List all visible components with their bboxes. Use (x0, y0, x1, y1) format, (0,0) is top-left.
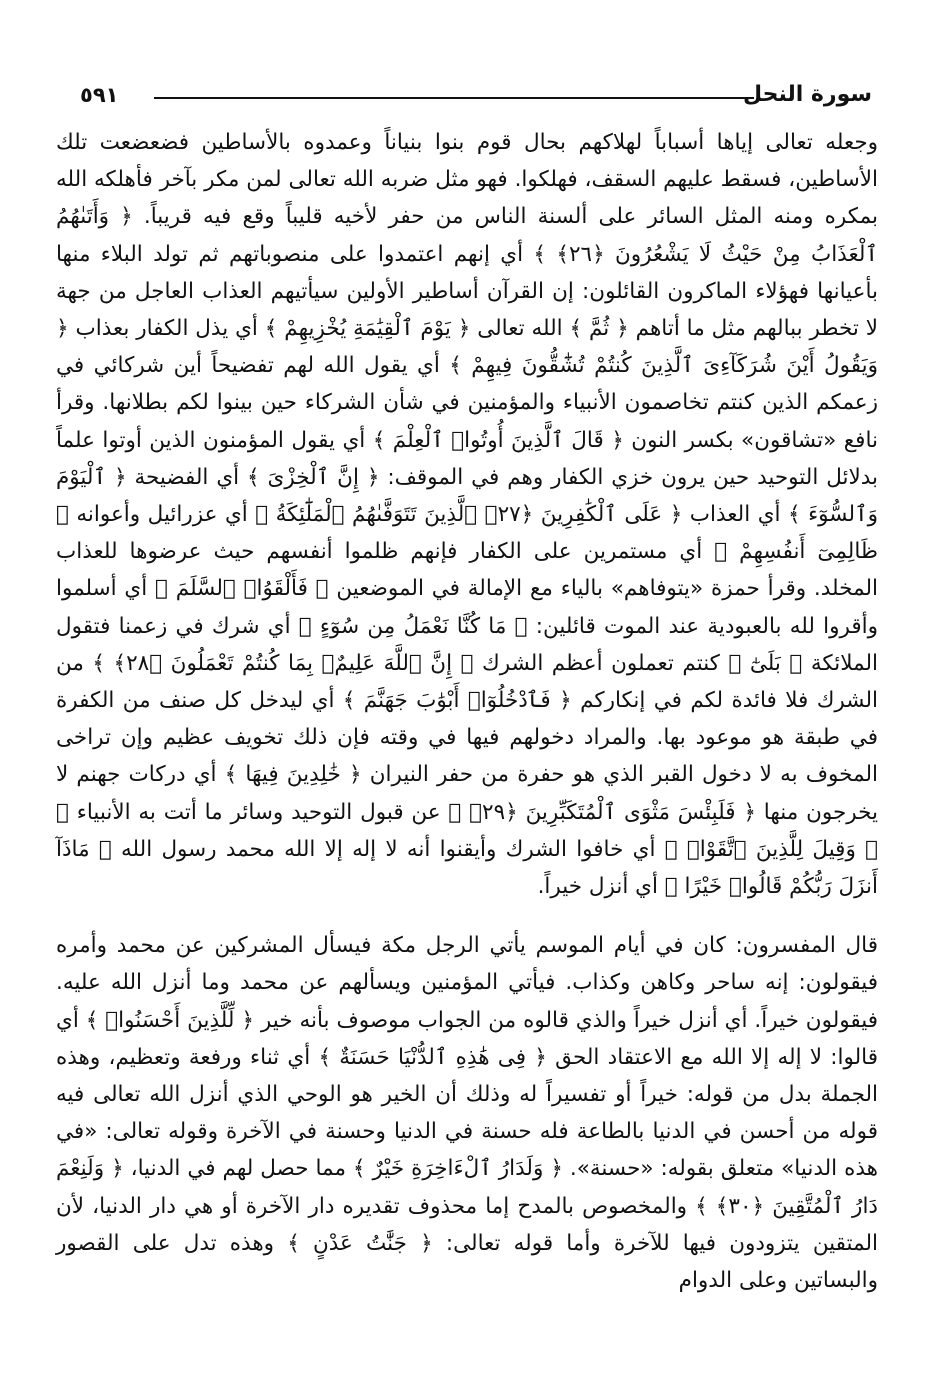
body-text (56, 124, 878, 1299)
page-number: ٥٩١ (80, 83, 119, 107)
surah-title: سورة النحل (742, 82, 872, 107)
page-header (80, 78, 872, 112)
paragraph: وجعله تعالى إياها أسباباً لهلاكهم بحال قوم بنوا بنياناً وعمدوه بالأساطين فضعضعت تلك الأساطين، فسقط عليهم السقف، فهلكوا. فهو مثل ضربه الله تعالى لمن مكر بآخر فأهلكه الله بمكره ومنه المثل السائر على ألسنة الناس من حفر لأخيه قليباً وقع فيه قريباً. ﴿ وَأَتَىٰهُمُ ٱلْعَذَابُ مِنْ حَيْثُ لَا يَشْعُرُونَ ﴿٢٦﴾ ﴾ أي إنهم اعتمدوا على منصوباتهم ثم تولد البلاء منها بأعيانها فهؤلاء الماكرون القائلون: إن القرآن أساطير الأولين سيأتيهم العذاب العاجل من جهة لا تخطر ببالهم مثل ما أتاهم ﴿ ثُمَّ ﴾ الله تعالى ﴿ يَوْمَ ٱلْقِيَٰمَةِ يُخْزِيهِمْ ﴾ أي يذل الكفار بعذاب ﴿ وَيَقُولُ أَيْنَ شُرَكَآءِىَ ٱلَّذِينَ كُنتُمْ تُشَٰٓقُّونَ فِيهِمْ ﴾ أي يقول الله لهم تفضيحاً أين شركائي في زعمكم الذين كنتم تخاصمون الأنبياء والمؤمنين في شأن الشركاء حين بينوا لكم بطلانها. وقرأ نافع «تشاقون» بكسر النون ﴿ قَالَ ٱلَّذِينَ أُوتُوا۟ ٱلْعِلْمَ ﴾ أي يقول المؤمنون الذين أوتوا علماً بدلائل التوحيد حين يرون خزي الكفار وهم في الموقف: ﴿ إِنَّ ٱلْخِزْىَ ﴾ أي الفضيحة ﴿ ٱلْيَوْمَ وَٱلسُّوٓءَ ﴾ أي العذاب ﴿ عَلَى ٱلْكَٰفِرِينَ ﴿٢٧﴾ ٱلَّذِينَ تَتَوَفَّىٰهُمُ ٱلْمَلَٰٓئِكَةُ ﴾ أي عزرائيل وأعوانه ﴿ ظَالِمِىٓ أَنفُسِهِمْ ﴾ أي مستمرين على الكفار فإنهم ظلموا أنفسهم حيث عرضوها للعذاب المخلد. وقرأ حمزة «يتوفاهم» بالياء مع الإمالة في الموضعين ﴿ فَأَلْقَوُا۟ ٱلسَّلَمَ ﴾ أي أسلموا وأقروا لله بالعبودية عند الموت قائلين: ﴿ مَا كُنَّا نَعْمَلُ مِن سُوٓءٍ ﴾ أي شرك في زعمنا فتقول الملائكة ﴿ بَلَىٰٓ ﴾ كنتم تعملون أعظم الشرك ﴿ إِنَّ ٱللَّهَ عَلِيمٌۢ بِمَا كُنتُمْ تَعْمَلُونَ ﴿٢٨﴾ ﴾ من الشرك فلا فائدة لكم في إنكاركم ﴿ فَٱدْخُلُوٓا۟ أَبْوَٰبَ جَهَنَّمَ ﴾ أي ليدخل كل صنف من الكفرة في طبقة هو موعود بها. والمراد دخولهم فيها في وقته فإن ذلك تخويف عظيم وإن تراخى المخوف به لا دخول القبر الذي هو حفرة من حفر النيران ﴿ خَٰلِدِينَ فِيهَا ﴾ أي دركات جهنم لا يخرجون منها ﴿ فَلَبِئْسَ مَثْوَى ٱلْمُتَكَبِّرِينَ ﴿٢٩﴾ ﴾ عن قبول التوحيد وسائر ما أتت به الأنبياء ﴿ ۞ وَقِيلَ لِلَّذِينَ ٱتَّقَوْا۟ ﴾ أي خافوا الشرك وأيقنوا أنه لا إله إلا الله محمد رسول الله ﴿ مَاذَآ أَنزَلَ رَبُّكُمْ قَالُوا۟ خَيْرًا ﴾ أي أنزل خيراً. (56, 130, 878, 900)
paragraph: قال المفسرون: كان في أيام الموسم يأتي الرجل مكة فيسأل المشركين عن محمد وأمره فيقولون: إنه ساحر وكاهن وكذاب. فيأتي المؤمنين ويسألهم عن محمد وما أنزل الله عليه. فيقولون خيراً. أي أنزل خيراً والذي قالوه من الجواب موصوف بأنه خير ﴿ لِّلَّذِينَ أَحْسَنُوا۟ ﴾ أي قالوا: لا إله إلا الله مع الاعتقاد الحق ﴿ فِى هَٰذِهِ ٱلدُّنْيَا حَسَنَةٌ ﴾ أي ثناء ورفعة وتعظيم، وهذه الجملة بدل من قوله: خيراً أو تفسيراً له وذلك أن الخير هو الوحي الذي أنزل الله تعالى فيه قوله من أحسن في الدنيا بالطاعة فله حسنة في الدنيا وحسنة في الآخرة وقوله تعالى: «في هذه الدنيا» متعلق بقوله: «حسنة». ﴿ وَلَدَارُ ٱلْءَاخِرَةِ خَيْرٌ ﴾ مما حصل لهم في الدنيا، ﴿ وَلَنِعْمَ دَارُ ٱلْمُتَّقِينَ ﴿٣٠﴾ ﴾ والمخصوص بالمدح إما محذوف تقديره دار الآخرة أو هي دار الدنيا، لأن المتقين يتزودون فيها للآخرة وأما قوله تعالى: ﴿ جَنَّٰتُ عَدْنٍ ﴾ وهذه تدل على القصور والبساتين وعلى الدوام (56, 933, 878, 1294)
header-divider (154, 97, 754, 99)
